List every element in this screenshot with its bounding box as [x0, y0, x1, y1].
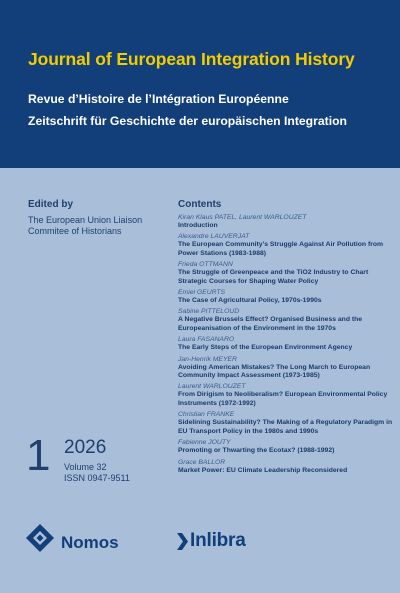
toc-entry: [178, 233, 396, 258]
toc-entry: [178, 214, 396, 230]
toc-title: Sidelining Sustainability? The Making of a Regulatory Paradigm in EU Transport Policy in the 1980s and 1990s: [178, 419, 393, 435]
toc-title: Introduction: [178, 222, 218, 229]
toc-title: The Case of Agricultural Policy, 1970s-1990s: [178, 297, 322, 305]
toc-author: Sabine PITTELOUD: [178, 308, 240, 316]
toc-author: Frieda OTTMANN: [178, 261, 233, 269]
editor-line-2: Commitee of Historians: [28, 226, 122, 236]
header-band: [0, 0, 400, 168]
toc-entry: [178, 411, 396, 436]
volume-label: Volume 32: [64, 462, 107, 472]
contents-heading: Contents: [178, 199, 222, 210]
table-of-contents: [178, 214, 396, 478]
subtitle-french: Revue d’Histoire de l’Intégration Européenne: [28, 92, 289, 106]
toc-author: Emiel GEURTS: [178, 289, 226, 297]
toc-entry: [178, 308, 396, 333]
inlibra-logo-icon: [177, 533, 189, 550]
toc-title: Avoiding American Mistakes? The Long March to European Community Impact Assessment (1973-1985): [178, 363, 371, 380]
nomos-logo-icon: [26, 524, 54, 552]
toc-entry: [178, 261, 396, 286]
toc-title: Market Power: EU Climate Leadership Reconsidered: [178, 466, 348, 474]
toc-author: Laura FASANARO: [178, 336, 235, 344]
toc-entry: [178, 459, 396, 475]
toc-entry: [178, 356, 396, 381]
toc-entry: [178, 336, 396, 352]
toc-author: Christian FRANKE: [178, 411, 235, 419]
toc-author: Kiran Klaus PATEL, Laurent WARLOUZET: [178, 214, 307, 221]
toc-title: Promoting or Thwarting the Ecotax? (1988-1992): [178, 447, 335, 455]
edited-by-label: Edited by: [28, 199, 74, 210]
issue-number: 1: [26, 431, 51, 480]
nomos-wordmark: Nomos: [61, 533, 119, 552]
toc-title: The European Community’s Struggle Against Air Pollution from Power Stations (1983-1988): [178, 241, 384, 257]
journal-title: Journal of European Integration History: [28, 49, 355, 69]
toc-author: Laurent WARLOUZET: [178, 383, 246, 391]
toc-author: Alexandre LAUVERJAT: [178, 233, 250, 241]
toc-author: Fabienne JOUTY: [178, 439, 231, 447]
subtitle-german: Zeitschrift für Geschichte der europäischen Integration: [28, 114, 347, 128]
toc-entry: [178, 289, 396, 305]
toc-title: The Struggle of Greenpeace and the TiO2 Industry to Chart Strategic Courses for Shaping Water Policy: [178, 269, 369, 285]
issue-year: 2026: [64, 437, 107, 458]
toc-entry: [178, 439, 396, 455]
issn-label: ISSN 0947-9511: [64, 473, 130, 483]
inlibra-wordmark: Inlibra: [190, 530, 246, 551]
toc-entry: [178, 383, 396, 408]
toc-author: Grace BALLOR: [178, 458, 226, 466]
toc-title: From Dirigism to Neoliberalism? European Environmental Policy Instruments (1972-1992): [178, 391, 388, 407]
toc-title: A Negative Brussels Effect? Organised Business and the Europeanisation of the Environment in the 1970s: [178, 316, 363, 332]
toc-author: Jan-Henrik MEYER: [178, 355, 237, 363]
editor-line-1: The European Union Liaison: [28, 215, 143, 225]
toc-title: The Early Steps of the European Environment Agency: [178, 344, 353, 352]
